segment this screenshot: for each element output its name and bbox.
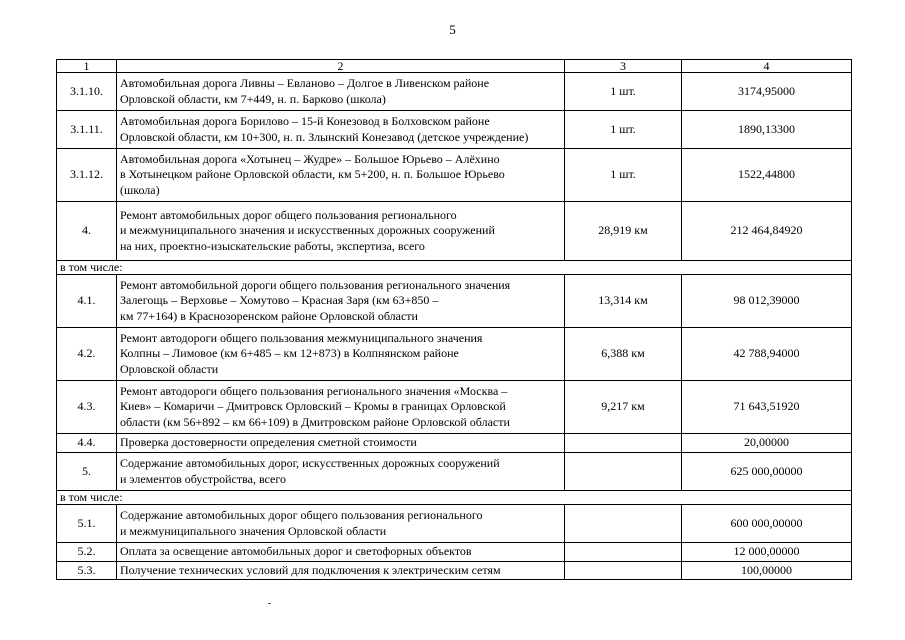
description-line: Киев» – Комаричи – Дмитровск Орловский – Кромы в границах Орловской [120, 399, 506, 414]
table-row [57, 111, 852, 149]
item-description [117, 73, 565, 111]
item-description [117, 328, 565, 381]
item-description [117, 434, 565, 453]
description-line: области (км 56+892 – км 66+109) в Дмитровском районе Орловской области [120, 414, 510, 429]
description-line: на них, проектно-изыскательские работы, экспертиза, всего [120, 238, 425, 253]
description-line: Содержание автомобильных дорог общего пользования регионального [120, 508, 483, 522]
item-description [117, 543, 565, 562]
description-line: Орловской области, км 7+449, н. п. Барково (школа) [120, 91, 386, 106]
table-body [57, 60, 852, 580]
description-line: Автомобильная дорога Ливны – Евланово – Долгое в Ливенском районе [120, 76, 490, 90]
subtotal-label-row [57, 491, 852, 505]
item-quantity: 1 шт. [565, 73, 682, 111]
description-line: Автомобильная дорога Борилово – 15-й Конезовод в Болховском районе [120, 114, 490, 128]
item-amount: 20,00000 [682, 434, 852, 453]
table-row [57, 73, 852, 111]
item-number: 5.3. [57, 561, 117, 580]
description-line: Проверка достоверности определения сметной стоимости [120, 435, 417, 450]
item-amount: 12 000,00000 [682, 543, 852, 562]
description-line: (школа) [120, 182, 160, 197]
description-line: Ремонт автодороги общего пользования регионального значения «Москва – [120, 383, 508, 398]
description-line: Ремонт автодороги общего пользования межмуниципального значения [120, 330, 483, 345]
item-description [117, 561, 565, 580]
table-row [57, 381, 852, 434]
table-row [57, 328, 852, 381]
column-header-2: 2 [117, 60, 565, 73]
description-line: в Хотынецком районе Орловской области, км 5+200, н. п. Большое Юрьево [120, 167, 505, 182]
description-line: Оплата за освещение автомобильных дорог и светофорных объектов [120, 544, 472, 558]
description-line: и межмуниципального значения и искусственных дорожных сооружений [120, 223, 495, 238]
table-row [57, 275, 852, 328]
item-description [117, 275, 565, 328]
item-description [117, 149, 565, 202]
item-amount: 3174,95000 [682, 73, 852, 111]
item-number: 4. [57, 202, 117, 261]
item-quantity [565, 453, 682, 491]
item-description [117, 505, 565, 543]
item-number: 5. [57, 453, 117, 491]
description-line: и межмуниципального значения Орловской области [120, 523, 387, 538]
item-quantity [565, 561, 682, 580]
item-quantity: 1 шт. [565, 149, 682, 202]
item-number: 4.3. [57, 381, 117, 434]
description-line: Получение технических условий для подключения к электрическим сетям [120, 562, 501, 577]
item-description [117, 111, 565, 149]
column-number-header [57, 60, 852, 73]
column-header-1: 1 [57, 60, 117, 73]
item-number: 3.1.12. [57, 149, 117, 202]
budget-table [56, 59, 852, 580]
item-number: 4.2. [57, 328, 117, 381]
description-line: Орловской области, км 10+300, н. п. Злынский Конезавод (детское учреждение) [120, 129, 529, 144]
item-quantity: 28,919 км [565, 202, 682, 261]
item-quantity: 1 шт. [565, 111, 682, 149]
description-line: Автомобильная дорога «Хотынец – Жудре» – Большое Юрьево – Алёхино [120, 151, 500, 166]
item-quantity [565, 505, 682, 543]
item-number: 5.2. [57, 543, 117, 562]
item-amount: 42 788,94000 [682, 328, 852, 381]
table-row [57, 453, 852, 491]
item-quantity: 9,217 км [565, 381, 682, 434]
including-label: в том числе: [57, 261, 852, 275]
table-row [57, 202, 852, 261]
item-quantity [565, 434, 682, 453]
scan-speck [268, 603, 271, 604]
table-row [57, 505, 852, 543]
description-line: Орловской области [120, 361, 219, 376]
column-header-3: 3 [565, 60, 682, 73]
description-line: Ремонт автомобильных дорог общего пользования регионального [120, 207, 457, 222]
item-amount: 212 464,84920 [682, 202, 852, 261]
item-description [117, 202, 565, 261]
table-row [57, 434, 852, 453]
description-line: и элементов обустройства, всего [120, 471, 286, 486]
item-number: 3.1.10. [57, 73, 117, 111]
description-line: Залегощь – Верховье – Хомутово – Красная Заря (км 63+850 – [120, 293, 439, 308]
page-number: 5 [449, 22, 456, 37]
item-amount: 1890,13300 [682, 111, 852, 149]
description-line: км 77+164) в Краснозоренском районе Орловской области [120, 308, 418, 323]
item-description [117, 381, 565, 434]
item-number: 5.1. [57, 505, 117, 543]
item-amount: 98 012,39000 [682, 275, 852, 328]
item-quantity [565, 543, 682, 562]
description-line: Содержание автомобильных дорог, искусственных дорожных сооружений [120, 456, 500, 470]
item-description [117, 453, 565, 491]
item-number: 4.4. [57, 434, 117, 453]
including-label: в том числе: [57, 491, 852, 505]
item-amount: 625 000,00000 [682, 453, 852, 491]
item-amount: 1522,44800 [682, 149, 852, 202]
column-header-4: 4 [682, 60, 852, 73]
item-quantity: 13,314 км [565, 275, 682, 328]
item-number: 4.1. [57, 275, 117, 328]
table-row [57, 149, 852, 202]
item-quantity: 6,388 км [565, 328, 682, 381]
description-line: Ремонт автомобильной дороги общего пользования регионального значения [120, 277, 511, 292]
description-line: Колпны – Лимовое (км 6+485 – км 12+873) в Колпнянском районе [120, 346, 459, 361]
item-amount: 600 000,00000 [682, 505, 852, 543]
subtotal-label-row [57, 261, 852, 275]
table-row [57, 543, 852, 562]
item-number: 3.1.11. [57, 111, 117, 149]
item-amount: 71 643,51920 [682, 381, 852, 434]
item-amount: 100,00000 [682, 561, 852, 580]
table-row [57, 561, 852, 580]
